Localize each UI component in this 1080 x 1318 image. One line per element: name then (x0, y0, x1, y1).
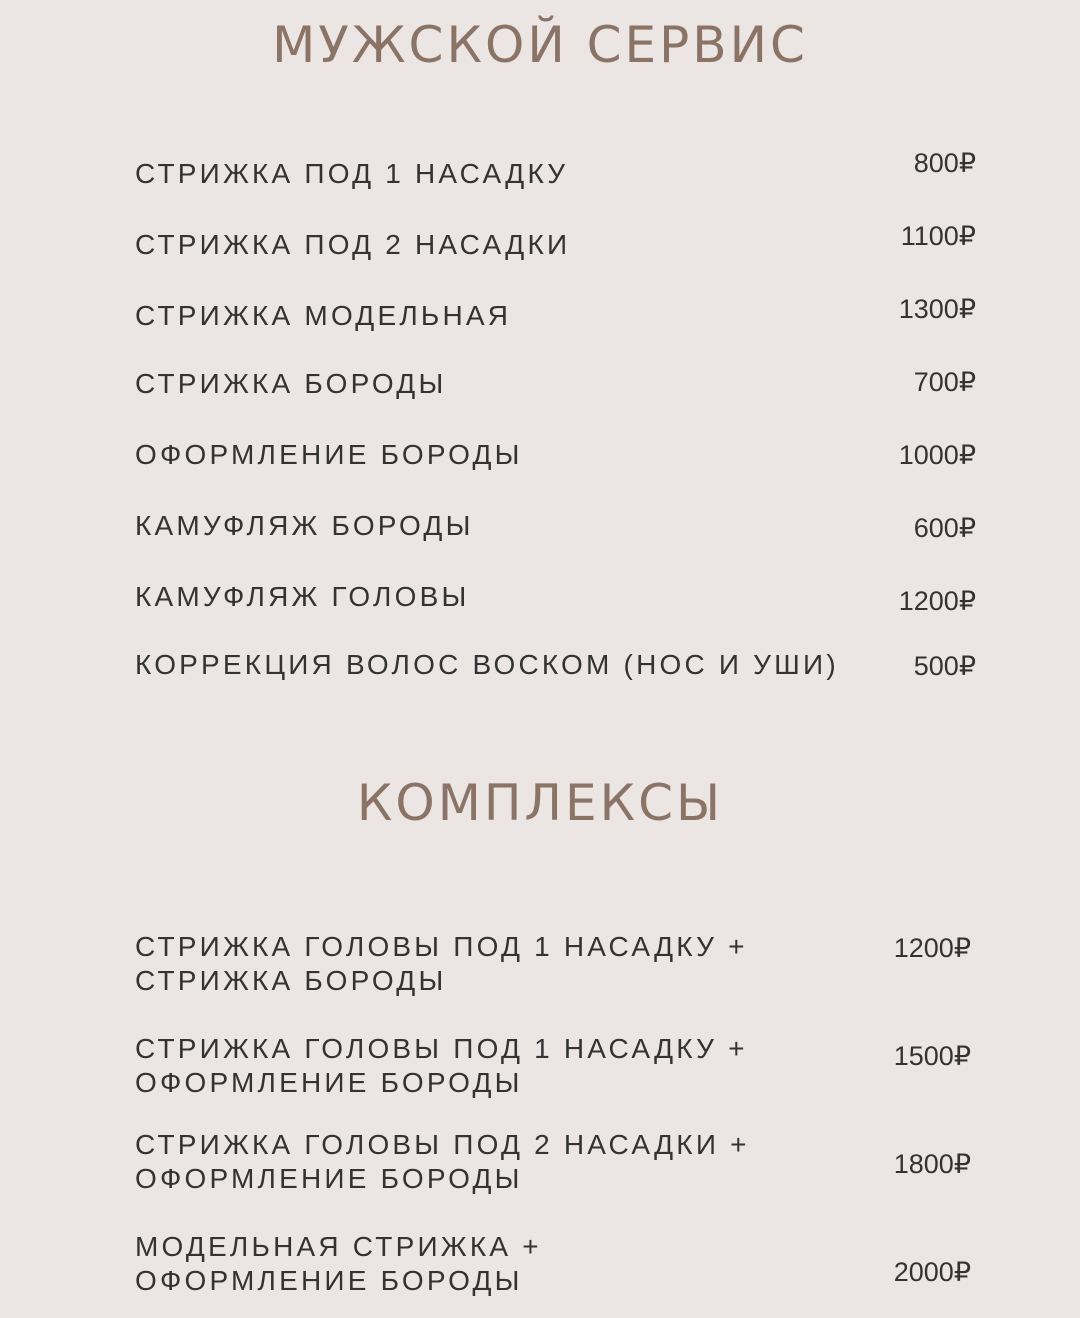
service-name: СТРИЖКА МОДЕЛЬНАЯ (135, 300, 512, 331)
service-price: 1100₽ (900, 221, 976, 251)
section-title-complexes: КОМПЛЕКСЫ (356, 774, 724, 832)
service-name: СТРИЖКА БОРОДЫ (135, 368, 447, 399)
service-price: 1200₽ (898, 586, 976, 616)
service-price: 1000₽ (898, 440, 976, 470)
combo-name-line2: СТРИЖКА БОРОДЫ (135, 965, 447, 996)
service-price: 800₽ (913, 148, 976, 178)
service-name: КАМУФЛЯЖ ГОЛОВЫ (135, 581, 470, 612)
combo-name-line1: МОДЕЛЬНАЯ СТРИЖКА + (135, 1231, 542, 1262)
service-name: КАМУФЛЯЖ БОРОДЫ (135, 510, 474, 541)
service-price: 1300₽ (898, 294, 976, 324)
combo-name-line1: СТРИЖКА ГОЛОВЫ ПОД 2 НАСАДКИ + (135, 1129, 750, 1160)
combo-price: 1500₽ (893, 1041, 971, 1071)
combo-name-line1: СТРИЖКА ГОЛОВЫ ПОД 1 НАСАДКУ + (135, 931, 748, 962)
service-price: 600₽ (913, 513, 976, 543)
combo-price: 1800₽ (893, 1149, 971, 1179)
service-price: 700₽ (913, 367, 976, 397)
combo-price: 2000₽ (893, 1257, 971, 1287)
combo-price: 1200₽ (893, 933, 971, 963)
combo-name-line2: ОФОРМЛЕНИЕ БОРОДЫ (135, 1265, 523, 1296)
section-title-mens-service: МУЖСКОЙ СЕРВИС (272, 16, 808, 74)
service-price: 500₽ (913, 651, 976, 681)
service-name: ОФОРМЛЕНИЕ БОРОДЫ (135, 439, 523, 470)
combo-name-line2: ОФОРМЛЕНИЕ БОРОДЫ (135, 1067, 523, 1098)
service-name: КОРРЕКЦИЯ ВОЛОС ВОСКОМ (НОС И УШИ) (135, 649, 839, 680)
service-name: СТРИЖКА ПОД 2 НАСАДКИ (135, 229, 571, 260)
combo-name-line1: СТРИЖКА ГОЛОВЫ ПОД 1 НАСАДКУ + (135, 1033, 748, 1064)
service-name: СТРИЖКА ПОД 1 НАСАДКУ (135, 158, 569, 189)
combo-name-line2: ОФОРМЛЕНИЕ БОРОДЫ (135, 1163, 523, 1194)
